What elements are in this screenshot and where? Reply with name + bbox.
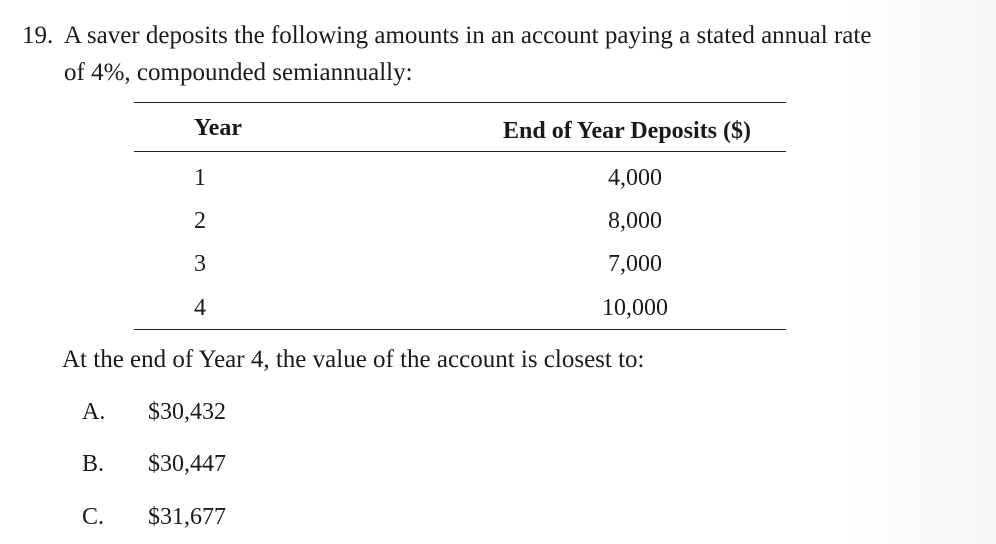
table-cell-deposit: 7,000 <box>608 251 662 277</box>
table-header-deposits: End of Year Deposits ($) <box>503 118 752 144</box>
option-value: $31,677 <box>148 504 226 530</box>
table-header-year: Year <box>194 115 242 141</box>
table-cell-deposit: 10,000 <box>602 295 668 321</box>
option-value: $30,432 <box>148 399 226 425</box>
option-letter: B. <box>82 451 105 477</box>
question-text-line-2: of 4%, compounded semiannually: <box>64 59 413 86</box>
question-number: 19. <box>22 22 54 49</box>
table-cell-year: 1 <box>194 165 206 191</box>
table-cell-deposit: 4,000 <box>608 165 662 191</box>
table-header-rule <box>134 151 786 152</box>
table-top-rule <box>134 102 786 103</box>
table-cell-year: 2 <box>194 208 206 234</box>
table-bottom-rule <box>134 329 786 330</box>
option-letter: C. <box>82 504 105 530</box>
table-cell-year: 4 <box>194 295 206 321</box>
option-letter: A. <box>82 399 106 425</box>
question-text-line-1: A saver deposits the following amounts in an account paying a stated annual rate <box>64 22 872 49</box>
table-cell-deposit: 8,000 <box>608 208 662 234</box>
question-prompt: At the end of Year 4, the value of the account is closest to: <box>62 346 645 373</box>
option-value: $30,447 <box>148 451 226 477</box>
table-cell-year: 3 <box>194 251 206 277</box>
